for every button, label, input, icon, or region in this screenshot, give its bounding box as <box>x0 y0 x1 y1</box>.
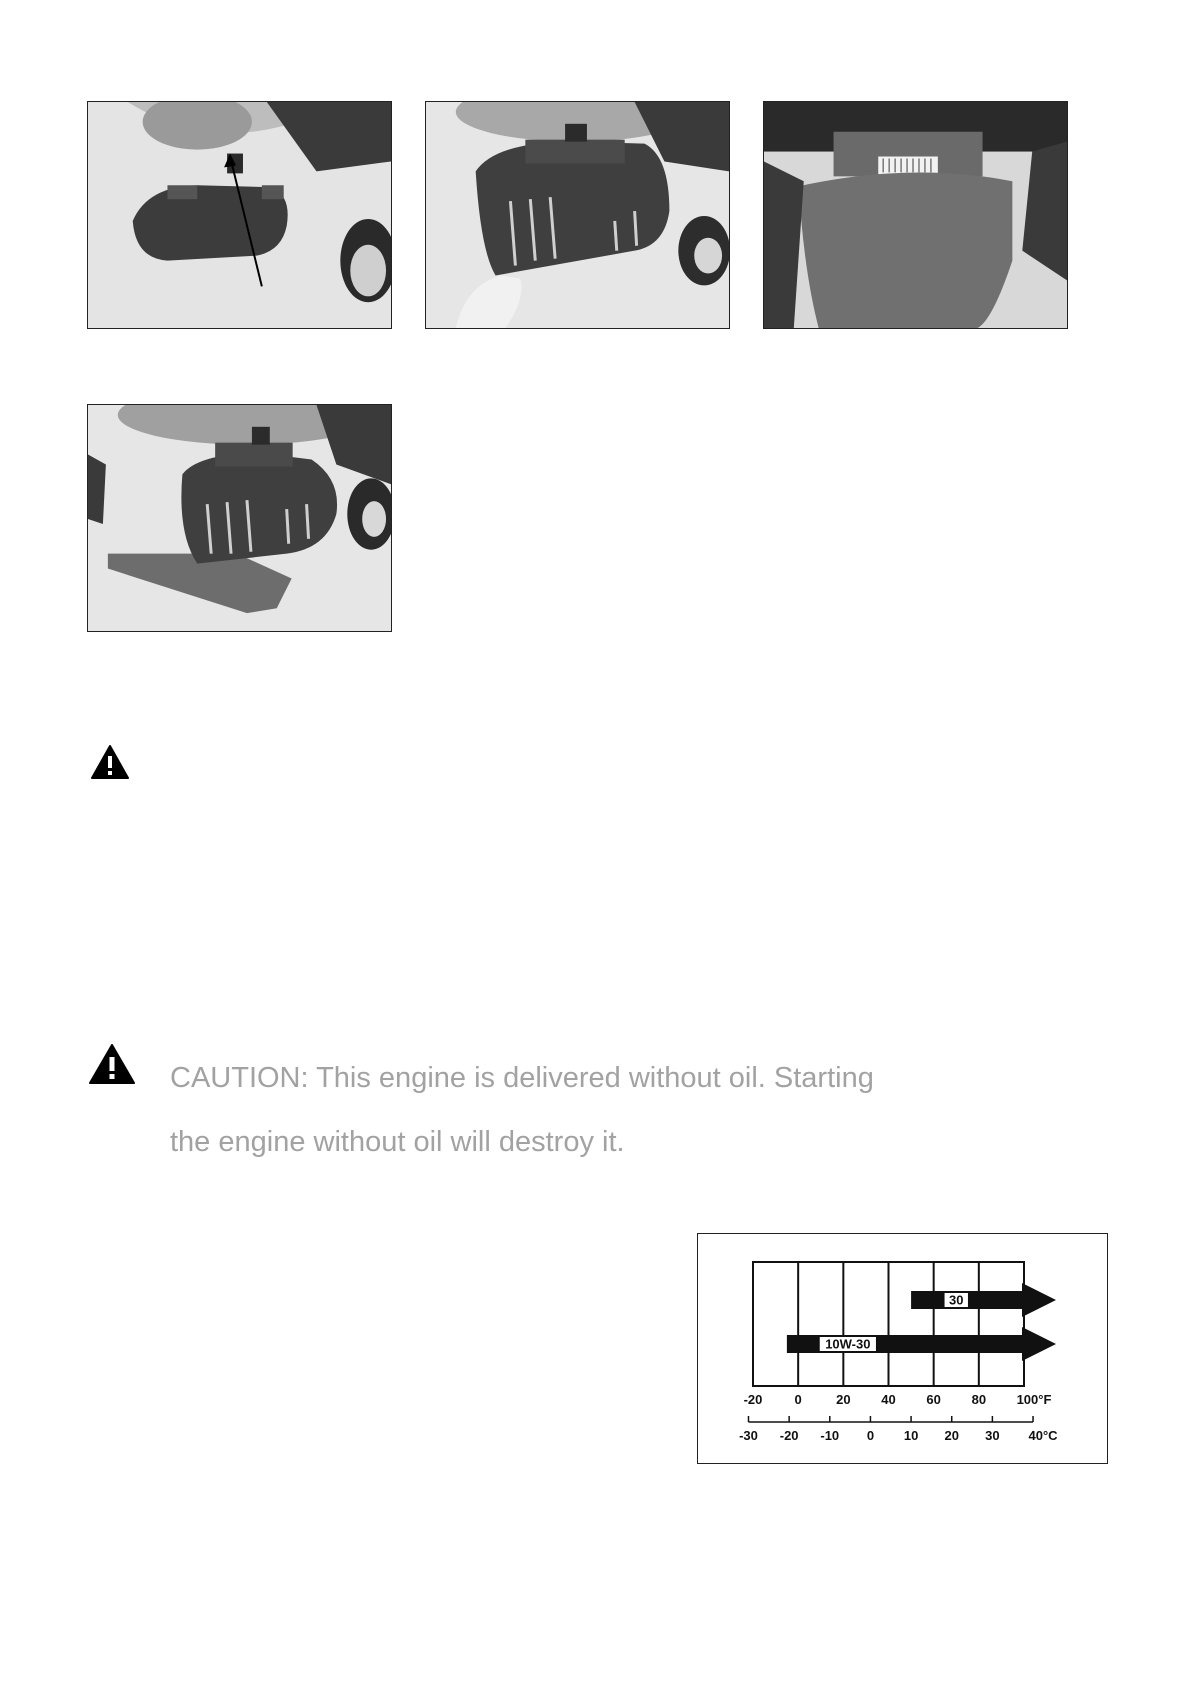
caution-line-2: the engine without oil will destroy it. <box>170 1126 625 1158</box>
photo-filter-cover-clip <box>87 101 392 329</box>
c-tick-label: 20 <box>944 1428 959 1443</box>
f-tick-label: 40 <box>881 1392 896 1407</box>
warning-triangle-icon <box>90 744 130 780</box>
f-tick-label: 100°F <box>1016 1392 1052 1407</box>
chart-grid <box>798 1262 979 1386</box>
bar-10W-30 <box>787 1327 1056 1361</box>
c-tick-label: 30 <box>985 1428 1000 1443</box>
f-tick-label: 0 <box>794 1392 802 1407</box>
photo-filter-assembled <box>87 404 392 632</box>
chart-bars <box>787 1283 1056 1361</box>
bar-label: 30 <box>949 1292 964 1308</box>
c-tick-label: 40°C <box>1028 1428 1058 1443</box>
fahrenheit-axis <box>744 1392 1052 1407</box>
c-tick-label: 10 <box>903 1428 919 1443</box>
f-tick-label: -20 <box>743 1392 763 1407</box>
bar-label: 10W-30 <box>825 1336 871 1352</box>
c-tick-label: 0 <box>866 1428 875 1443</box>
c-tick-label: -30 <box>739 1428 758 1443</box>
f-tick-label: 20 <box>836 1392 851 1407</box>
f-tick-label: 80 <box>971 1392 987 1407</box>
caution-warning-icon <box>88 1043 136 1085</box>
c-tick-label: -10 <box>820 1428 840 1443</box>
photo-removing-cover <box>425 101 730 329</box>
c-tick-label: -20 <box>779 1428 799 1443</box>
caution-text <box>170 1046 1070 1174</box>
oil-viscosity-chart <box>697 1233 1108 1464</box>
caution-line-1: CAUTION: This engine is delivered without oil. Starting <box>170 1062 874 1094</box>
photo-filter-element <box>763 101 1068 329</box>
celsius-axis <box>739 1416 1058 1443</box>
f-tick-label: 60 <box>926 1392 941 1407</box>
